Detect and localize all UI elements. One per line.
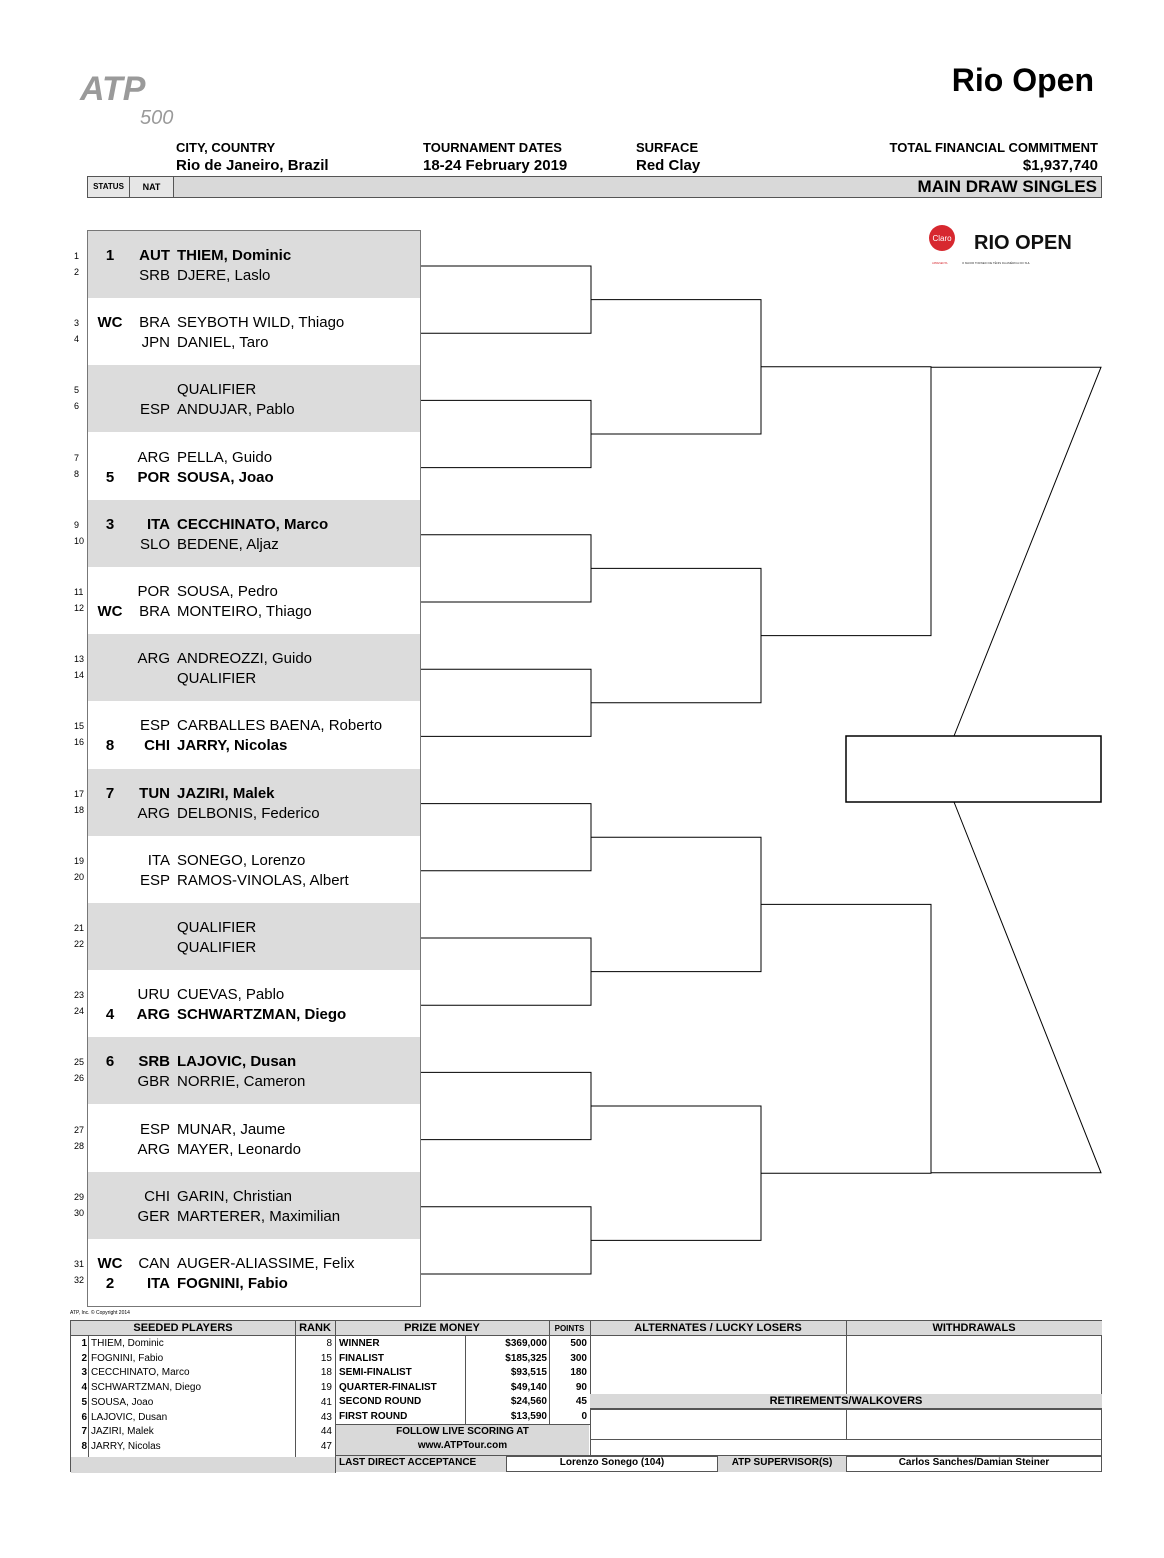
draw-position: 10 — [74, 535, 85, 546]
seeded-player-rank: 44 — [320, 1426, 332, 1438]
draw-position: 2 — [74, 267, 80, 277]
seeded-player-name: JARRY, Nicolas — [91, 1440, 161, 1452]
player-name: SCHWARTZMAN, Diego — [177, 1006, 347, 1024]
prize-money: $93,515 — [510, 1367, 547, 1378]
nationality: ESP — [139, 401, 170, 419]
player-name: MONTEIRO, Thiago — [177, 603, 312, 620]
seeded-player-rank: 43 — [320, 1411, 332, 1423]
prize-points: 90 — [575, 1381, 587, 1393]
tournament-title: Rio Open — [951, 62, 1094, 98]
draw-footer-table — [70, 1320, 1102, 1472]
prize-round: QUARTER-FINALIST — [339, 1381, 437, 1393]
seed-label: 2 — [105, 1275, 115, 1292]
draw-position: 18 — [74, 804, 85, 815]
bracket-line — [591, 1106, 761, 1240]
seeded-player-rank: 15 — [320, 1352, 332, 1364]
bracket-line — [421, 669, 591, 736]
player-name: QUALIFIER — [177, 919, 257, 936]
player-name: PELLA, Guido — [177, 448, 273, 466]
player-name: NORRIE, Cameron — [177, 1073, 306, 1091]
player-name: RAMOS-VINOLAS, Albert — [177, 871, 349, 889]
bracket-line — [421, 400, 591, 467]
nationality: ITA — [146, 515, 170, 533]
seed-number: 1 — [81, 1338, 87, 1349]
draw-position: 1 — [74, 251, 80, 261]
player-name: FOGNINI, Fabio — [177, 1275, 288, 1292]
draw-position: 7 — [74, 452, 80, 463]
player-name: CARBALLES BAENA, Roberto — [177, 717, 383, 735]
lda-label: LAST DIRECT ACCEPTANCE — [339, 1457, 477, 1468]
draw-position: 15 — [74, 721, 85, 732]
nationality: CAN — [138, 1255, 170, 1272]
seed-number: 8 — [81, 1440, 87, 1452]
prize-points: 500 — [570, 1338, 587, 1349]
sponsor-tagline: O MAIOR TORNEIO DE TÊNIS DA AMÉRICA DO SUL — [962, 261, 1031, 265]
draw-position: 27 — [74, 1124, 85, 1135]
bracket-line — [421, 1207, 591, 1274]
nationality: POR — [137, 583, 170, 600]
points-header: POINTS — [549, 1321, 590, 1336]
nationality: SRB — [139, 267, 170, 284]
copyright-note: ATP, Inc. © Copyright 2014 — [70, 1310, 130, 1316]
nationality: CHI — [144, 1187, 170, 1205]
player-name: THIEM, Dominic — [177, 247, 292, 264]
player-name: JAZIRI, Malek — [177, 784, 275, 802]
draw-position: 30 — [74, 1207, 85, 1218]
presents-text: APRESENTA — [932, 262, 948, 265]
bracket-line — [931, 802, 1101, 1173]
seeded-player-name: SCHWARTZMAN, Diego — [91, 1382, 202, 1394]
prize-round: FIRST ROUND — [339, 1410, 408, 1422]
player-name: MAYER, Leonardo — [177, 1140, 301, 1158]
dates-value: 18-24 February 2019 — [423, 157, 568, 174]
draw-position: 8 — [74, 468, 80, 479]
seed-number: 5 — [81, 1396, 87, 1408]
logo-text: ATP — [80, 70, 146, 108]
claro-text: Claro — [932, 234, 952, 243]
nationality: TUN — [139, 784, 170, 802]
player-name: MUNAR, Jaume — [177, 1120, 286, 1138]
supervisor-label: ATP SUPERVISOR(S) — [731, 1457, 833, 1468]
nationality: JPN — [141, 334, 170, 352]
bracket-line — [591, 568, 761, 702]
player-name: DANIEL, Taro — [177, 334, 269, 352]
nationality: SRB — [138, 1053, 170, 1071]
draw-position: 32 — [74, 1275, 85, 1285]
seeded-player-rank: 18 — [320, 1367, 332, 1379]
draw-position: 14 — [74, 670, 85, 681]
seed-label: 5 — [105, 468, 115, 486]
nationality: ITA — [146, 1275, 170, 1292]
player-name: JARRY, Nicolas — [177, 737, 288, 755]
seed-label: 7 — [105, 784, 115, 802]
player-name: SOUSA, Joao — [177, 468, 274, 486]
lda-value: Lorenzo Sonego (104) — [559, 1457, 665, 1468]
nationality: SLO — [139, 535, 170, 553]
nationality: POR — [137, 468, 170, 486]
nationality: URU — [137, 986, 170, 1004]
nationality: ESP — [139, 717, 170, 735]
seed-number: 4 — [81, 1382, 87, 1394]
draw-position: 23 — [74, 990, 85, 1001]
nationality: GER — [137, 1207, 170, 1225]
bracket-line — [761, 367, 931, 636]
seed-label: WC — [97, 603, 123, 620]
dates-label: TOURNAMENT DATES — [423, 140, 562, 155]
seeded-players-header: SEEDED PLAYERS — [71, 1321, 295, 1336]
city-value: Rio de Janeiro, Brazil — [176, 157, 329, 174]
bracket-line — [761, 904, 931, 1173]
bracket-line — [591, 837, 761, 971]
seeded-player-name: JAZIRI, Malek — [91, 1426, 154, 1438]
draw-position: 16 — [74, 737, 85, 748]
nationality: ARG — [137, 448, 170, 466]
draw-position: 12 — [74, 603, 85, 613]
player-name: SONEGO, Lorenzo — [177, 851, 306, 869]
bracket-line — [421, 938, 591, 1005]
player-name: ANDUJAR, Pablo — [177, 401, 295, 419]
status-column-label: STATUS — [88, 177, 130, 197]
nationality: BRA — [139, 603, 170, 620]
prize-money-header: PRIZE MONEY — [335, 1321, 549, 1336]
bracket-line — [421, 804, 591, 871]
seed-number: 2 — [81, 1352, 87, 1364]
player-name: MARTERER, Maximilian — [177, 1207, 341, 1225]
prize-points: 0 — [581, 1410, 587, 1422]
seed-label: 6 — [105, 1053, 115, 1071]
champion-box — [846, 736, 1101, 802]
draw-position: 11 — [74, 587, 84, 597]
bracket-line — [421, 1072, 591, 1139]
prize-money: $49,140 — [510, 1381, 547, 1393]
draw-type-label: MAIN DRAW SINGLES — [917, 177, 1097, 196]
draw-position: 3 — [74, 318, 80, 329]
player-name: AUGER-ALIASSIME, Felix — [177, 1255, 355, 1272]
draw-position: 6 — [74, 401, 80, 412]
seeded-player-name: FOGNINI, Fabio — [91, 1352, 164, 1364]
prize-money: $24,560 — [510, 1396, 547, 1407]
logo-sub: 500 — [140, 107, 174, 129]
prize-round: WINNER — [339, 1338, 380, 1349]
prize-points: 45 — [575, 1396, 587, 1407]
seed-number: 7 — [81, 1426, 87, 1438]
bracket-line — [591, 300, 761, 434]
nationality: ARG — [137, 1140, 170, 1158]
seed-label: 8 — [105, 737, 115, 755]
draw-position: 4 — [74, 334, 80, 345]
player-name: QUALIFIER — [177, 381, 257, 399]
surface-value: Red Clay — [636, 157, 701, 174]
player-name: QUALIFIER — [177, 939, 257, 956]
live-scoring-url[interactable]: www.ATPTour.com — [417, 1440, 508, 1451]
prize-points: 180 — [570, 1367, 587, 1378]
prize-money: $13,590 — [510, 1410, 547, 1422]
prize-round: SEMI-FINALIST — [339, 1367, 412, 1378]
seed-label: WC — [97, 314, 123, 332]
commitment-value: $1,937,740 — [1022, 157, 1098, 174]
draw-position: 19 — [74, 855, 85, 866]
draw-position: 21 — [74, 923, 85, 933]
nationality: ARG — [136, 1006, 170, 1024]
supervisor-value: Carlos Sanches/Damian Steiner — [898, 1457, 1050, 1468]
seeded-player-rank: 41 — [320, 1396, 332, 1408]
draw-position: 13 — [74, 654, 85, 665]
nationality: CHI — [144, 737, 170, 755]
seeded-player-rank: 19 — [320, 1382, 332, 1394]
draw-position: 17 — [74, 788, 85, 799]
draw-position: 9 — [74, 519, 80, 530]
prize-round: FINALIST — [339, 1352, 384, 1364]
nationality: ARG — [137, 650, 170, 668]
live-scoring-text: FOLLOW LIVE SCORING AT — [396, 1426, 529, 1437]
draw-position: 5 — [74, 385, 80, 396]
seed-label: WC — [97, 1255, 123, 1272]
rio-open-text: RIO OPEN — [974, 232, 1072, 254]
commitment-label: TOTAL FINANCIAL COMMITMENT — [889, 140, 1098, 155]
player-name: QUALIFIER — [177, 670, 257, 688]
seeded-player-rank: 8 — [326, 1338, 332, 1349]
player-name: SOUSA, Pedro — [177, 583, 278, 600]
bracket-line — [421, 535, 591, 602]
alternates-header: ALTERNATES / LUCKY LOSERS — [590, 1321, 846, 1336]
seed-number: 6 — [81, 1411, 87, 1423]
seeded-player-name: THIEM, Dominic — [91, 1338, 164, 1349]
player-name: BEDENE, Aljaz — [177, 535, 279, 553]
draw-position: 20 — [74, 871, 85, 882]
draw-position: 25 — [74, 1057, 85, 1068]
city-label: CITY, COUNTRY — [176, 140, 276, 155]
rank-header: RANK — [295, 1321, 335, 1336]
player-name: DJERE, Laslo — [177, 267, 271, 284]
nationality: GBR — [137, 1073, 170, 1091]
seed-number: 3 — [81, 1367, 87, 1379]
draw-position: 29 — [74, 1191, 85, 1202]
draw-position: 24 — [74, 1006, 85, 1017]
nationality: ESP — [139, 1120, 170, 1138]
draw-position: 28 — [74, 1140, 85, 1151]
draw-position: 26 — [74, 1073, 85, 1084]
player-name: CUEVAS, Pablo — [177, 986, 285, 1004]
draw-position: 31 — [74, 1259, 85, 1269]
player-name: LAJOVIC, Dusan — [177, 1053, 297, 1071]
draw-position: 22 — [74, 939, 85, 949]
seeded-player-name: SOUSA, Joao — [91, 1396, 154, 1408]
nationality: ESP — [139, 871, 170, 889]
nationality: ITA — [147, 851, 170, 869]
player-name: DELBONIS, Federico — [177, 804, 320, 822]
seeded-player-name: CECCHINATO, Marco — [91, 1367, 190, 1379]
nationality: BRA — [139, 314, 170, 332]
player-name: GARIN, Christian — [177, 1187, 293, 1205]
player-name: CECCHINATO, Marco — [177, 515, 329, 533]
nat-column-label: NAT — [130, 177, 174, 197]
retirements-header: RETIREMENTS/WALKOVERS — [590, 1394, 1102, 1409]
seed-label: 3 — [105, 515, 115, 533]
seeded-player-rank: 47 — [320, 1440, 332, 1452]
nationality: ARG — [137, 804, 170, 822]
surface-label: SURFACE — [636, 140, 699, 155]
bracket-line — [421, 266, 591, 333]
seed-label: 4 — [105, 1006, 115, 1024]
player-name: ANDREOZZI, Guido — [177, 650, 313, 668]
prize-points: 300 — [570, 1352, 587, 1364]
prize-money: $369,000 — [505, 1338, 547, 1349]
seed-label: 1 — [105, 247, 115, 264]
withdrawals-header: WITHDRAWALS — [846, 1321, 1102, 1336]
prize-round: SECOND ROUND — [339, 1396, 422, 1407]
player-name: SEYBOTH WILD, Thiago — [177, 314, 345, 332]
prize-money: $185,325 — [505, 1352, 547, 1364]
seeded-player-name: LAJOVIC, Dusan — [91, 1411, 168, 1423]
bracket-line — [931, 367, 1101, 736]
nationality: AUT — [139, 247, 170, 264]
